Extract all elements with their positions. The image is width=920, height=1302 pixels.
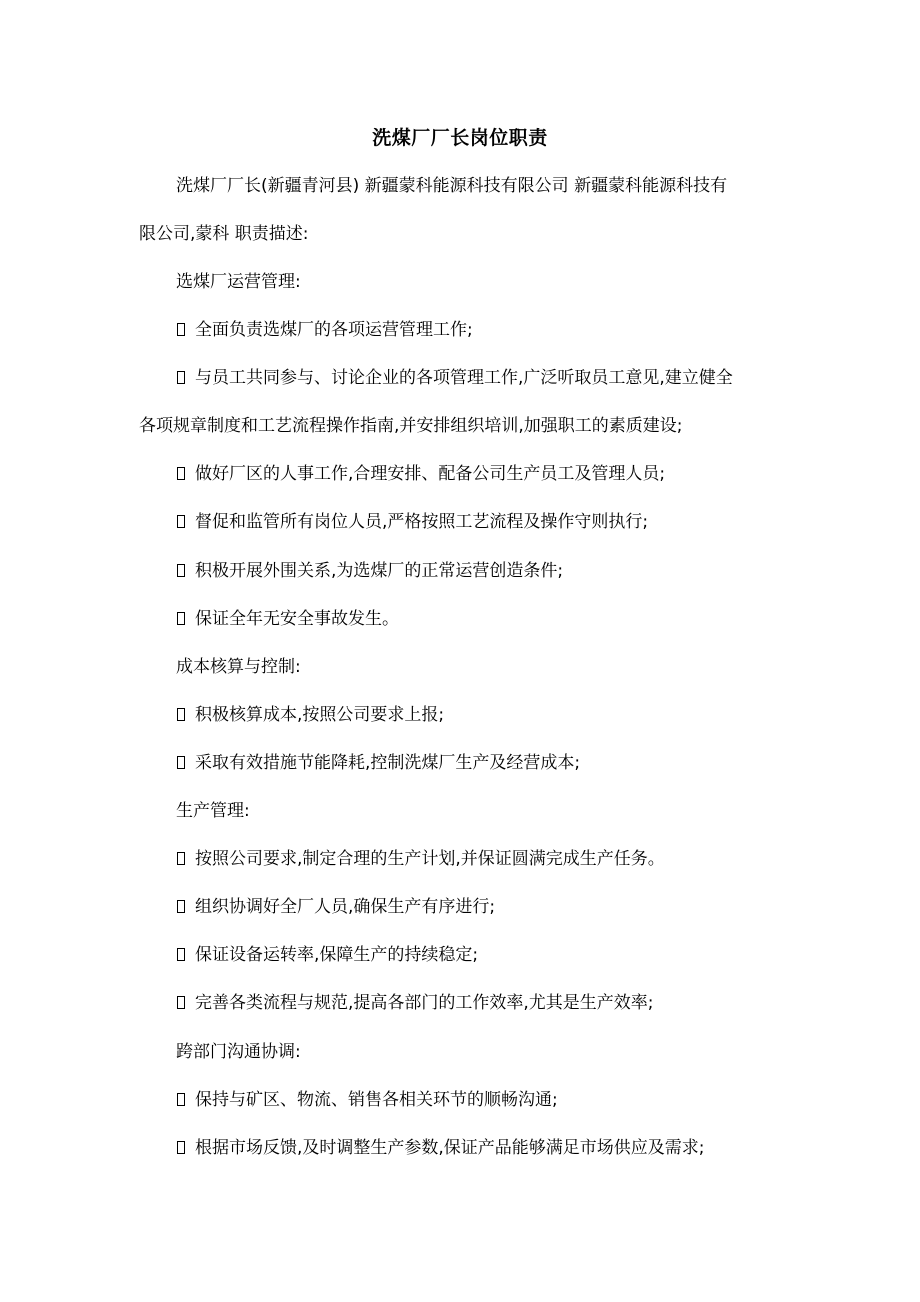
bullet-box-icon (177, 612, 185, 625)
intro-line: 洗煤厂厂长(新疆青河县) 新疆蒙科能源科技有限公司 新疆蒙科能源科技有 (176, 176, 728, 196)
bullet-box-icon (177, 323, 185, 336)
list-item-continued: 各项规章制度和工艺流程操作指南,并安排组织培训,加强职工的素质建设; (139, 416, 683, 436)
section-heading: 跨部门沟通协调: (176, 1042, 301, 1062)
section-heading: 成本核算与控制: (176, 657, 301, 677)
intro-line-continued: 限公司,蒙科 职责描述: (139, 224, 309, 244)
list-item: 保持与矿区、物流、销售各相关环节的顺畅沟通; (176, 1088, 558, 1112)
bullet-box-icon (177, 467, 185, 480)
list-item: 保证设备运转率,保障生产的持续稳定; (176, 943, 478, 967)
list-item: 根据市场反馈,及时调整生产参数,保证产品能够满足市场供应及需求; (176, 1136, 705, 1160)
section-heading: 选煤厂运营管理: (176, 272, 301, 292)
list-item: 做好厂区的人事工作,合理安排、配备公司生产员工及管理人员; (176, 462, 665, 486)
list-item: 组织协调好全厂人员,确保生产有序进行; (176, 895, 495, 919)
list-item: 督促和监管所有岗位人员,严格按照工艺流程及操作守则执行; (176, 510, 648, 534)
bullet-box-icon (177, 948, 185, 961)
section-heading: 生产管理: (176, 801, 250, 821)
bullet-box-icon (177, 900, 185, 913)
bullet-box-icon (177, 1093, 185, 1106)
bullet-box-icon (177, 515, 185, 528)
list-item: 积极开展外围关系,为选煤厂的正常运营创造条件; (176, 559, 563, 583)
bullet-box-icon (177, 996, 185, 1009)
list-item: 采取有效措施节能降耗,控制洗煤厂生产及经营成本; (176, 751, 580, 775)
bullet-box-icon (177, 852, 185, 865)
page-title: 洗煤厂厂长岗位职责 (372, 127, 548, 149)
bullet-box-icon (177, 371, 185, 384)
list-item: 完善各类流程与规范,提高各部门的工作效率,尤其是生产效率; (176, 991, 654, 1015)
list-item: 积极核算成本,按照公司要求上报; (176, 703, 444, 727)
bullet-box-icon (177, 708, 185, 721)
list-item: 全面负责选煤厂的各项运营管理工作; (176, 318, 473, 342)
list-item: 与员工共同参与、讨论企业的各项管理工作,广泛听取员工意见,建立健全 (176, 366, 733, 390)
list-item: 按照公司要求,制定合理的生产计划,并保证圆满完成生产任务。 (176, 847, 665, 871)
bullet-box-icon (177, 564, 185, 577)
list-item: 保证全年无安全事故发生。 (176, 607, 399, 631)
bullet-box-icon (177, 1141, 185, 1154)
bullet-box-icon (177, 756, 185, 769)
